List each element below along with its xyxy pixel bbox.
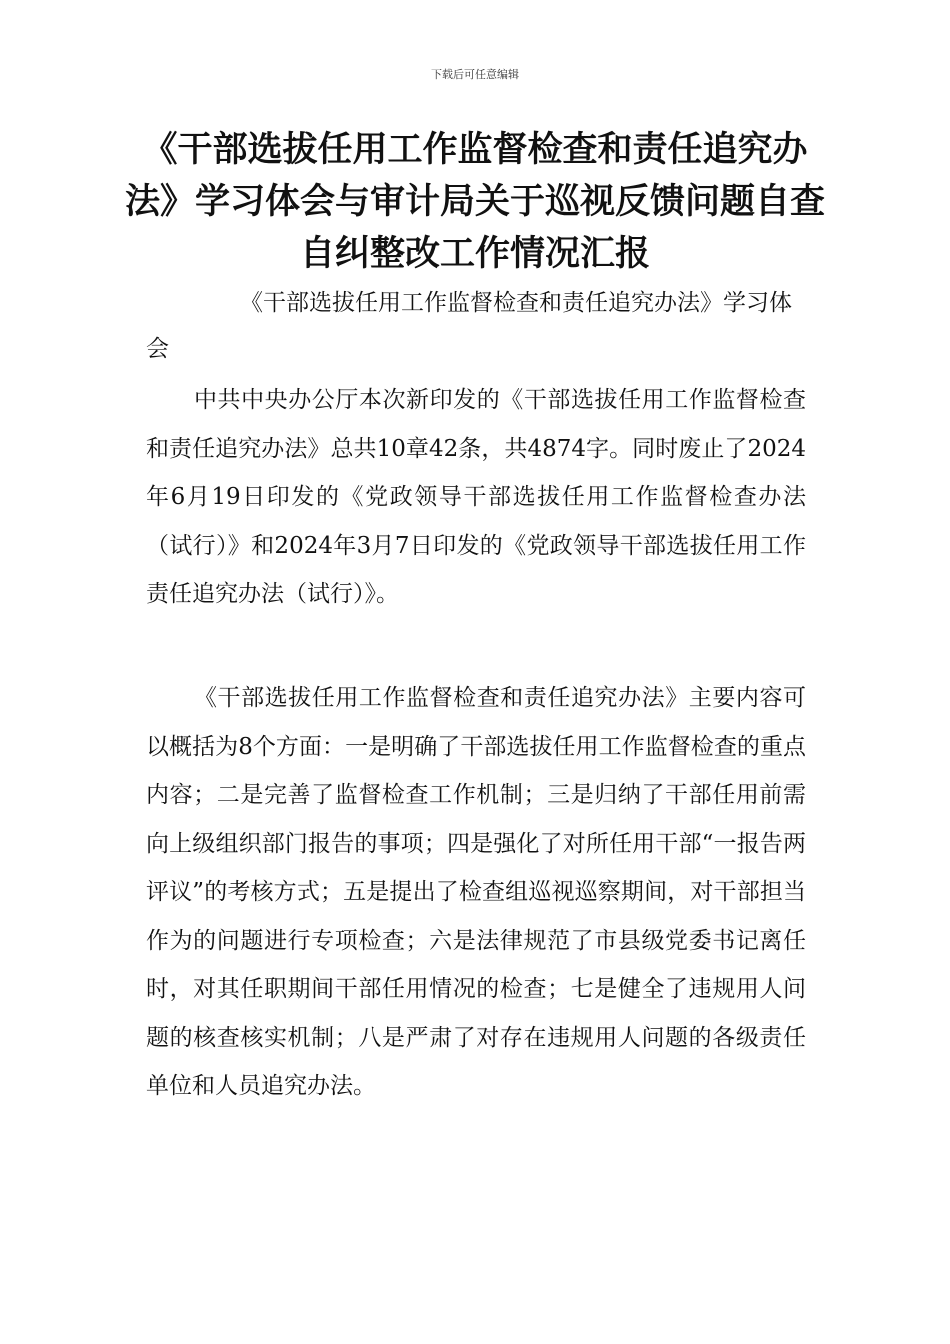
paragraph-2: 《干部选拔任用工作监督检查和责任追究办法》主要内容可以概括为8个方面：一是明确了干部选拔任用工作监督检查的重点内容；二是完善了监督检查工作机制；三是归纳了干部任用前需向上级组织部门报告的事项；四是强化了对所任用干部“一报告两评议”的考核方式；五是提出了检查组巡视巡察期间，对干部担当作为的问题进行专项检查；六是法律规范了市县级党委书记离任时，对其任职期间干部任用情况的检查；七是健全了违规用人问题的核查核实机制；八是严肃了对存在违规用人问题的各级责任单位和人员追究办法。 xyxy=(146,685,806,1099)
document-subtitle: 《干部选拔任用工作监督检查和责任追究办法》学习体会 xyxy=(146,290,792,362)
document-title: 《干部选拔任用工作监督检查和责任追究办法》学习体会与审计局关于巡视反馈问题自查自纠整改工作情况汇报 xyxy=(124,130,825,274)
header-note: 下载后可任意编辑 xyxy=(431,68,519,81)
paragraph-1: 中共中央办公厅本次新印发的《干部选拔任用工作监督检查和责任追究办法》总共10章42条，共4874字。同时废止了2024年6月19日印发的《党政领导干部选拔任用工作监督检查办法（试行）》和2024年3月7日印发的《党政领导干部选拔任用工作责任追究办法（试行）》。 xyxy=(146,387,806,607)
